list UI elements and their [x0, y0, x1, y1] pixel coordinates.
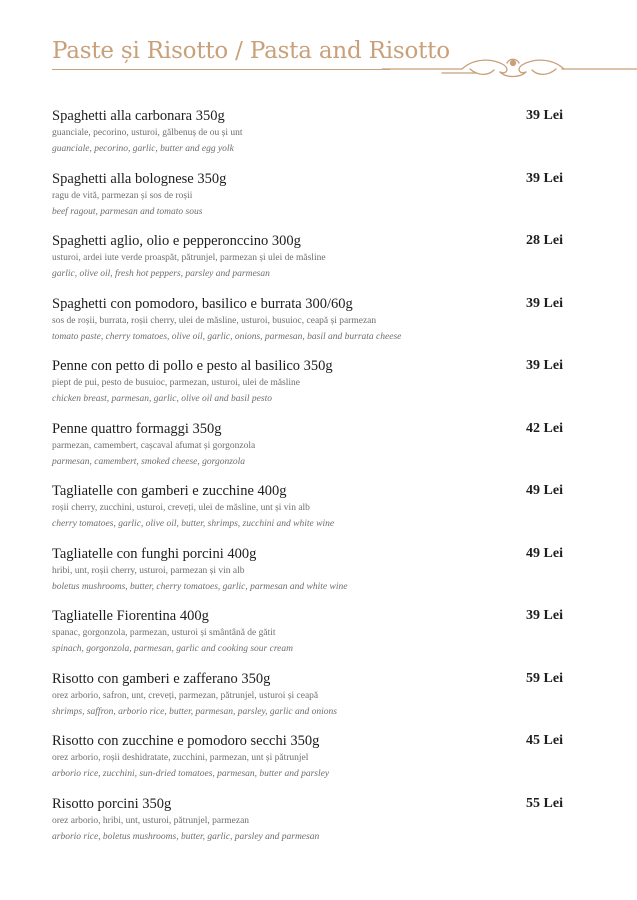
dish-ingredients-ro: sos de roșii, burrata, roșii cherry, ulei de măsline, usturoi, busuioc, ceapă și parmezan [52, 315, 377, 326]
dish-ingredients-ro: parmezan, camembert, cașcaval afumat și gorgonzola [52, 440, 256, 451]
dish-ingredients-ro: piept de pui, pesto de busuioc, parmezan, usturoi, ulei de măsline [52, 378, 300, 388]
dish-ingredients-ro: orez arborio, hribi, unt, usturoi, pătrunjel, parmezan [52, 815, 250, 826]
dish-name: Tagliatelle con gamberi e zucchine 400g [52, 483, 287, 499]
page-title: Paste și Risotto / Pasta and Risotto [52, 38, 450, 64]
dish-name: Penne con petto di pollo e pesto al basilico 350g [52, 358, 333, 374]
dish-name: Tagliatelle con funghi porcini 400g [52, 545, 257, 562]
dish-ingredients-en: garlic, olive oil, fresh hot peppers, parsley and parmesan [52, 269, 270, 279]
menu-item [52, 670, 567, 733]
dish-ingredients-en: tomato paste, cherry tomatoes, olive oil, garlic, onions, parmesan, basil and burrata cheese [52, 331, 402, 342]
dish-price: 39 Lei [526, 108, 563, 123]
dish-ingredients-en: boletus mushrooms, butter, cherry tomatoes, garlic, parmesan and white wine [52, 581, 348, 592]
dish-ingredients-en: chicken breast, parmesan, garlic, olive oil and basil pesto [52, 394, 272, 404]
dish-ingredients-en: guanciale, pecorino, garlic, butter and egg yolk [52, 144, 234, 154]
menu-item [52, 295, 567, 358]
dish-name: Tagliatelle Fiorentina 400g [52, 608, 209, 624]
dish-name: Spaghetti alla carbonara 350g [52, 108, 225, 124]
menu-item [52, 795, 567, 858]
dish-ingredients-ro: ragu de vită, parmezan și sos de roșii [52, 190, 193, 201]
dish-name: Spaghetti aglio, olio e pepperonccino 300g [52, 233, 301, 249]
dish-price: 55 Lei [526, 795, 563, 811]
dish-name: Risotto con zucchine e pomodoro secchi 350g [52, 733, 320, 749]
dish-price: 49 Lei [526, 545, 563, 561]
menu-item [52, 607, 567, 670]
dish-ingredients-en: spinach, gorgonzola, parmesan, garlic and cooking sour cream [52, 644, 294, 654]
dish-name: Spaghetti con pomodoro, basilico e burrata 300/60g [52, 295, 353, 312]
dish-name: Penne quattro formaggi 350g [52, 420, 222, 437]
menu-item [52, 107, 567, 170]
dish-price: 39 Lei [526, 608, 563, 623]
menu-item [52, 232, 567, 295]
dish-ingredients-en: cherry tomatoes, garlic, olive oil, butter, shrimps, zucchini and white wine [52, 519, 335, 529]
dish-price: 42 Lei [526, 420, 563, 436]
dish-price: 49 Lei [526, 483, 563, 498]
dish-name: Risotto con gamberi e zafferano 350g [52, 670, 271, 687]
ornament-flourish-icon [382, 52, 637, 78]
dish-name: Risotto porcini 350g [52, 795, 172, 812]
dish-ingredients-ro: guanciale, pecorino, usturoi, gălbenuș de ou și unt [52, 128, 243, 138]
dish-price: 39 Lei [526, 358, 563, 373]
dish-ingredients-ro: roșii cherry, zucchini, usturoi, creveți, ulei de măsline, unt și vin alb [52, 503, 310, 513]
dish-price: 28 Lei [526, 233, 563, 248]
menu-item [52, 420, 567, 483]
dish-ingredients-ro: orez arborio, roșii deshidratate, zucchini, parmezan, unt și pătrunjel [52, 753, 309, 763]
dish-ingredients-ro: hribi, unt, roșii cherry, usturoi, parmezan și vin alb [52, 565, 245, 576]
dish-ingredients-en: shrimps, saffron, arborio rice, butter, parmesan, parsley, garlic and onions [52, 706, 337, 717]
dish-ingredients-ro: usturoi, ardei iute verde proaspăt, pătrunjel, parmezan și ulei de măsline [52, 253, 326, 263]
title-underline [52, 69, 390, 70]
menu-item [52, 732, 567, 795]
dish-ingredients-en: parmesan, camembert, smoked cheese, gorgonzola [52, 456, 246, 467]
menu-item [52, 545, 567, 608]
menu-item [52, 170, 567, 233]
dish-ingredients-en: arborio rice, zucchini, sun-dried tomatoes, parmesan, butter and parsley [52, 769, 330, 779]
dish-ingredients-en: beef ragout, parmesan and tomato sous [52, 206, 203, 217]
dish-ingredients-en: arborio rice, boletus mushrooms, butter, garlic, parsley and parmesan [52, 831, 320, 842]
dish-ingredients-ro: orez arborio, safron, unt, creveți, parmezan, pătrunjel, usturoi și ceapă [52, 690, 319, 701]
menu-list [52, 107, 567, 857]
menu-header [52, 38, 597, 78]
dish-price: 45 Lei [526, 733, 563, 748]
menu-item [52, 357, 567, 420]
dish-price: 39 Lei [526, 295, 563, 311]
menu-item [52, 482, 567, 545]
dish-ingredients-ro: spanac, gorgonzola, parmezan, usturoi și smântână de gătit [52, 628, 276, 638]
dish-price: 59 Lei [526, 670, 563, 686]
dish-name: Spaghetti alla bolognese 350g [52, 170, 227, 187]
dish-price: 39 Lei [526, 170, 563, 186]
